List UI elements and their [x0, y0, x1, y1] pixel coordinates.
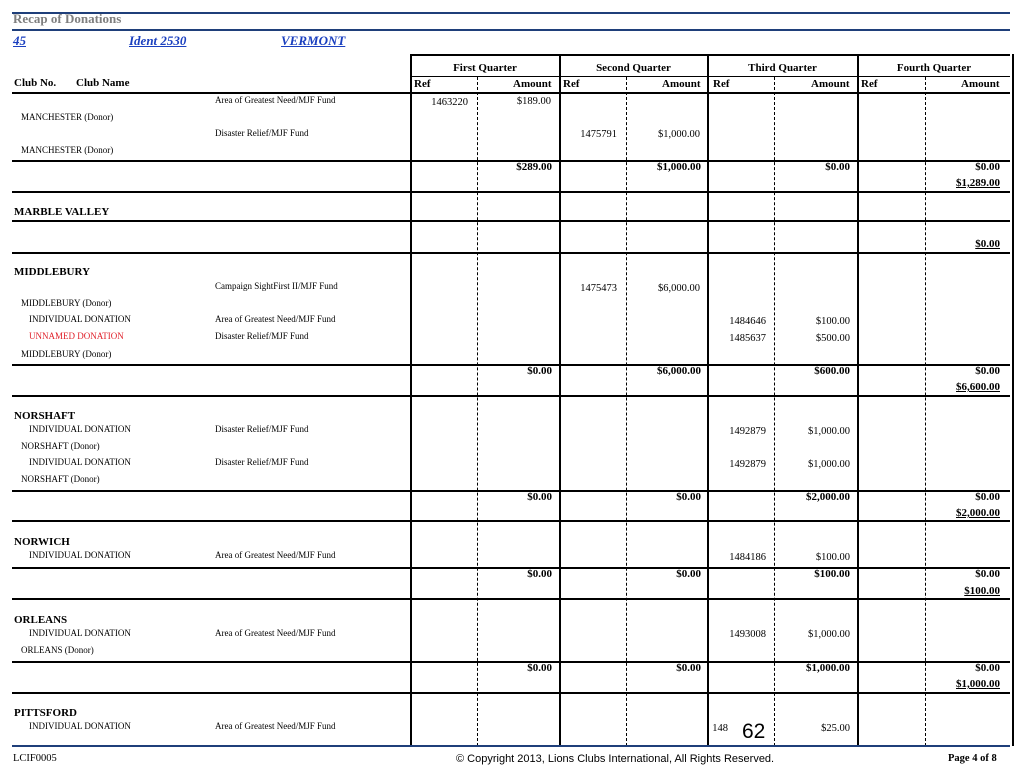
q1-amount-label: Amount: [513, 78, 552, 90]
state-link[interactable]: VERMONT: [281, 33, 346, 48]
amount: $1,000.00: [808, 459, 850, 470]
donor-name: INDIVIDUAL DONATION: [29, 314, 131, 324]
q4-total: $0.00: [975, 568, 1000, 580]
club-grand-total: $2,000.00: [956, 507, 1000, 519]
club-name: NORWICH: [14, 536, 70, 548]
ref-number: 1493008: [729, 629, 766, 640]
club-grand-total: $1,289.00: [956, 177, 1000, 189]
subtotal-rule: [12, 220, 1010, 222]
q2-header: Second Quarter: [596, 62, 671, 74]
donation-fund: Disaster Relief/MJF Fund: [215, 128, 309, 138]
q2-ref-label: Ref: [563, 78, 580, 90]
quarters-table-frame: [410, 54, 1014, 746]
donor-name: MIDDLEBURY (Donor): [21, 298, 112, 308]
ref-number: 1475473: [580, 283, 617, 294]
donation-fund: Campaign SightFirst II/MJF Fund: [215, 281, 338, 291]
col-club-name: Club Name: [76, 77, 130, 89]
copyright-notice: © Copyright 2013, Lions Clubs International, All Rights Reserved.: [456, 753, 775, 765]
q4-header: Fourth Quarter: [896, 62, 972, 74]
club-grand-total: $100.00: [964, 585, 1000, 597]
ref-number: 1484646: [729, 316, 766, 327]
footer-rule: [12, 745, 1010, 747]
ref-number: 1492879: [729, 426, 766, 437]
q2-total: $6,000.00: [657, 365, 701, 377]
q1-header: First Quarter: [453, 62, 517, 74]
ref-number: 1492879: [729, 459, 766, 470]
page-indicator: Page 4 of 8: [948, 753, 997, 764]
quarter-sub-rule: [410, 76, 1010, 77]
q3-amount-label: Amount: [811, 78, 850, 90]
donor-name: MIDDLEBURY (Donor): [21, 349, 112, 359]
amount: $25.00: [821, 723, 850, 734]
q2-total: $1,000.00: [657, 161, 701, 173]
q1-total: $289.00: [516, 161, 552, 173]
club-end-rule: [12, 598, 1010, 600]
q2-amount-label: Amount: [662, 78, 701, 90]
club-name: MIDDLEBURY: [14, 266, 91, 278]
q2-total: $0.00: [676, 568, 701, 580]
q3-total: $600.00: [814, 365, 850, 377]
amount: $1,000.00: [658, 129, 700, 140]
club-grand-total: $6,600.00: [956, 381, 1000, 393]
donation-fund: Area of Greatest Need/MJF Fund: [215, 95, 336, 105]
amount: $1,000.00: [808, 426, 850, 437]
q3-ref-label: Ref: [713, 78, 730, 90]
amount: $100.00: [815, 552, 850, 563]
donation-fund: Disaster Relief/MJF Fund: [215, 424, 309, 434]
club-grand-total: $0.00: [975, 238, 1000, 250]
donor-name: NORSHAFT (Donor): [21, 474, 100, 484]
donation-fund: Area of Greatest Need/MJF Fund: [215, 628, 336, 638]
q4-amount-label: Amount: [961, 78, 1000, 90]
col-club-no: Club No.: [14, 77, 57, 89]
donation-fund: Disaster Relief/MJF Fund: [215, 331, 309, 341]
club-name: PITTSFORD: [14, 707, 77, 719]
ident-link[interactable]: Ident 2530: [129, 33, 187, 48]
dash-q1: [477, 77, 478, 746]
divider-q2: [559, 54, 561, 746]
q3-header: Third Quarter: [748, 62, 817, 74]
ref-number: 148: [712, 723, 728, 734]
unnamed-donation: UNNAMED DONATION: [29, 331, 124, 341]
q4-total: $0.00: [975, 491, 1000, 503]
donation-fund: Area of Greatest Need/MJF Fund: [215, 314, 336, 324]
q4-total: $0.00: [975, 161, 1000, 173]
q2-total: $0.00: [676, 491, 701, 503]
donor-name: NORSHAFT (Donor): [21, 441, 100, 451]
amount: $189.00: [516, 96, 551, 107]
divider-q4: [857, 54, 859, 746]
table-top-rule: [410, 54, 1010, 56]
club-end-rule: [12, 252, 1010, 254]
donation-fund: Area of Greatest Need/MJF Fund: [215, 550, 336, 560]
amount: $1,000.00: [808, 629, 850, 640]
dash-q3: [774, 77, 775, 746]
donor-name: MANCHESTER (Donor): [21, 112, 114, 122]
form-id: LCIF0005: [13, 753, 57, 764]
q1-total: $0.00: [527, 365, 552, 377]
report-title: Recap of Donations: [13, 11, 122, 26]
q1-total: $0.00: [527, 568, 552, 580]
amount: $100.00: [815, 316, 850, 327]
q3-total: $2,000.00: [806, 491, 850, 503]
ref-number: 1484186: [729, 552, 766, 563]
donation-fund: Disaster Relief/MJF Fund: [215, 457, 309, 467]
amount: $6,000.00: [658, 283, 700, 294]
divider-q3: [707, 54, 709, 746]
ref-number: 1485637: [729, 333, 766, 344]
club-end-rule: [12, 395, 1010, 397]
ref-number: 1475791: [580, 129, 617, 140]
donor-name: INDIVIDUAL DONATION: [29, 457, 131, 467]
donor-name: ORLEANS (Donor): [21, 645, 94, 655]
q4-ref-label: Ref: [861, 78, 878, 90]
overlay-page-number: 62: [742, 720, 766, 743]
amount: $500.00: [815, 333, 850, 344]
header-top-rule: [12, 12, 1010, 14]
club-grand-total: $1,000.00: [956, 678, 1000, 690]
club-end-rule: [12, 692, 1010, 694]
header-bottom-rule: [12, 92, 1010, 94]
q4-total: $0.00: [975, 662, 1000, 674]
district-link[interactable]: 45: [13, 33, 26, 48]
donor-name: INDIVIDUAL DONATION: [29, 628, 131, 638]
donor-name: MANCHESTER (Donor): [21, 145, 114, 155]
donor-name: INDIVIDUAL DONATION: [29, 424, 131, 434]
q4-total: $0.00: [975, 365, 1000, 377]
dash-q2: [626, 77, 627, 746]
header-sub-rule: [12, 29, 1010, 31]
club-end-rule: [12, 520, 1010, 522]
q3-total: $1,000.00: [806, 662, 850, 674]
donor-name: INDIVIDUAL DONATION: [29, 721, 131, 731]
club-end-rule: [12, 191, 1010, 193]
donation-fund: Area of Greatest Need/MJF Fund: [215, 721, 336, 731]
q1-total: $0.00: [527, 662, 552, 674]
club-name: ORLEANS: [14, 614, 68, 626]
club-name: NORSHAFT: [14, 410, 76, 422]
donor-name: INDIVIDUAL DONATION: [29, 550, 131, 560]
q3-total: $0.00: [825, 161, 850, 173]
club-name: MARBLE VALLEY: [14, 206, 110, 218]
ref-number: 1463220: [431, 97, 468, 108]
q2-total: $0.00: [676, 662, 701, 674]
q1-total: $0.00: [527, 491, 552, 503]
q3-total: $100.00: [814, 568, 850, 580]
q1-ref-label: Ref: [414, 78, 431, 90]
